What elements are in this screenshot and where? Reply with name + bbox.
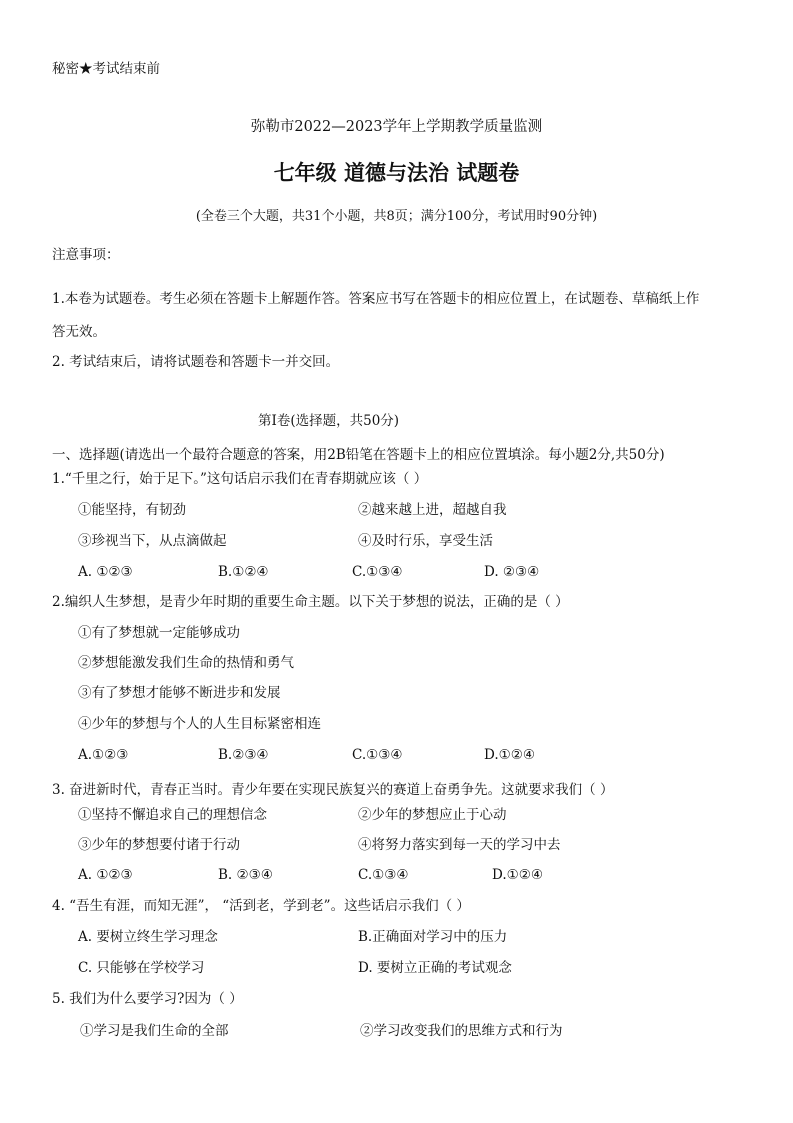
question-stem: 4. “吾生有涯，而知无涯”， “活到老，学到老”。这些话启示我们（ ） xyxy=(52,898,470,914)
option-d: D. ②③④ xyxy=(484,564,540,580)
confidential-mark: 秘密★考试结束前 xyxy=(52,61,160,77)
statement-4: ④少年的梦想与个人的人生目标紧密相连 xyxy=(78,716,321,732)
exam-info: (全卷三个大题，共31个小题，共8页；满分100分，考试用时90分钟) xyxy=(195,209,598,224)
question-stem: 1.“千里之行，始于足下。”这句话启示我们在青春期就应该（ ） xyxy=(52,471,428,487)
statement-2: ②学习改变我们的思维方式和行为 xyxy=(360,1023,563,1039)
option-c: C. 只能够在学校学习 xyxy=(78,960,205,976)
option-a: A.①②③ xyxy=(78,747,129,763)
option-b: B.①②④ xyxy=(218,564,269,580)
notice-heading: 注意事项： xyxy=(52,247,120,263)
option-c: C.①③④ xyxy=(352,564,403,580)
statement-3: ③珍视当下，从点滴做起 xyxy=(78,533,227,549)
exam-title: 弥勒市2022—2023学年上学期教学质量监测 xyxy=(250,119,543,135)
option-b: B.②③④ xyxy=(218,747,269,763)
question-stem: 2.编织人生梦想，是青少年时期的重要生命主题。以下关于梦想的说法，正确的是（ ） xyxy=(52,594,569,610)
option-d: D.①②④ xyxy=(492,867,543,883)
statement-2: ②少年的梦想应止于心动 xyxy=(358,807,507,823)
statement-4: ④及时行乐，享受生活 xyxy=(358,533,493,549)
statement-1: ①学习是我们生命的全部 xyxy=(80,1023,229,1039)
option-a: A. 要树立终生学习理念 xyxy=(78,929,218,945)
section-heading: 一、选择题(请选出一个最符合题意的答案，用2B铅笔在答题卡上的相应位置填涂。每小题2分,共50分) xyxy=(52,447,665,463)
option-c: C.①③④ xyxy=(358,867,409,883)
option-d: D. 要树立正确的考试观念 xyxy=(358,960,512,976)
statement-2: ②越来越上进，超越自我 xyxy=(358,502,507,518)
page-title: 七年级 道德与法治 试题卷 xyxy=(273,161,520,185)
statement-1: ①有了梦想就一定能够成功 xyxy=(78,625,240,641)
option-a: A. ①②③ xyxy=(78,867,133,883)
statement-4: ④将努力落实到每一天的学习中去 xyxy=(358,837,561,853)
statement-2: ②梦想能激发我们生命的热情和勇气 xyxy=(78,655,294,671)
notice-item-1: 1.本卷为试题卷。考生必须在答题卡上解题作答。答案应书写在答题卡的相应位置上，在试题卷、草稿纸上作 xyxy=(52,291,700,307)
statement-1: ①能坚持，有韧劲 xyxy=(78,502,186,518)
option-b: B. ②③④ xyxy=(218,867,273,883)
statement-3: ③少年的梦想要付诸于行动 xyxy=(78,837,240,853)
statement-3: ③有了梦想才能够不断进步和发展 xyxy=(78,685,281,701)
notice-item-1-cont: 答无效。 xyxy=(52,324,106,340)
question-stem: 3. 奋进新时代，青春正当时。青少年要在实现民族复兴的赛道上奋勇争先。这就要求我们（ ） xyxy=(52,782,614,798)
statement-1: ①坚持不懈追求自己的理想信念 xyxy=(78,807,267,823)
notice-item-2: 2. 考试结束后，请将试题卷和答题卡一并交回。 xyxy=(52,354,340,370)
part-heading: 第Ⅰ卷(选择题，共50分) xyxy=(258,413,400,429)
option-c: C.①③④ xyxy=(352,747,403,763)
option-a: A. ①②③ xyxy=(78,564,133,580)
option-b: B.正确面对学习中的压力 xyxy=(358,929,508,945)
question-stem: 5. 我们为什么要学习?因为（ ） xyxy=(52,991,243,1007)
option-d: D.①②④ xyxy=(484,747,535,763)
